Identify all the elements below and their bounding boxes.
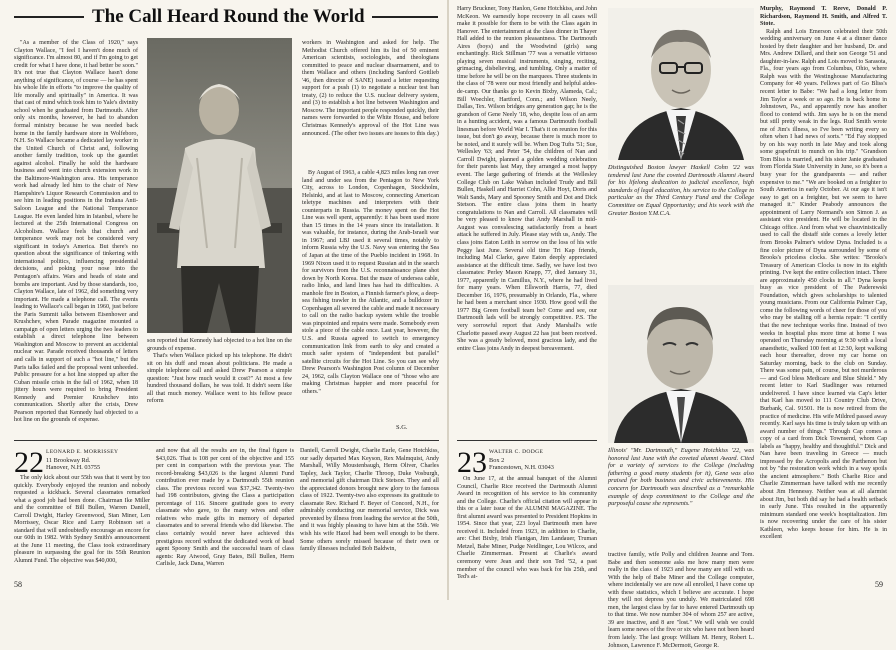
cohn-photo-caption: Distinguished Boston lawyer Haskell Cohn '22 was tendered last June the coveted Dartmouth Alumni Award for his lifelong dedication to judicial excellence, high standards of legal education, his service to the College in particular as the Third Century Fund and the College Committee on Equal Opportunity; and his work with the Greater Boston Y.M.C.A. bbox=[608, 164, 754, 217]
section-divider bbox=[457, 440, 597, 441]
class-notes-text: The only kick about our 55th was that it went by too quickly. Everybody enjoyed the reunion and nobody requested a kickback. Several classmates remarked what a good job had been done. Chairman Ike Miller and the committee of Bill Bullen, Warren Daniell, Carroll Dwight, Harley Greenwood, Stan Miner, Len Morrissey, Oscar Rice and Larry Robinson set a standard that will undoubtedly encourage an encore for our 60th in 1982. With Sydney Smith's announcement at the June 11 meeting, the Class took extraordinary pleasure in surpassing the goal for its 55th Reunion Alumni Fund. The objective was $40,000, bbox=[14, 475, 150, 565]
class-notes-text: Murphy, Raymond T. Reeve, Donald P. Richardson, Raymond H. Smith, and Alfred T. Stote. bbox=[760, 6, 887, 28]
class-secretary-address bbox=[489, 449, 554, 472]
hotchkiss-photo-image bbox=[608, 285, 754, 443]
class-notes-text: Ralph and Lois Emerson celebrated their 50th wedding anniversary on June 4 at a dinner dance hosted by their daughter and her husband, Dr. and Mrs. Andrew Dillard, and their son George '51 and daughter-in-law. Ralph and Lois moved to Sarasota, Fla., four years ago from Columbus, Ohio, where Ralph was with the Westinghouse Manufacturing Company for 40 years. Fellows part of Go Bliss's recent letter to Babe: "We had a long letter from Jim Taylor a week or so ago. He is back home in Johnstown, Pa., and apparently now has another flood to contend with. Jim says he is on the mend but still pretty weak in the legs. Rud Smith wrote me of Jim's illness, so I've been writing every so often when I had news of sorts." "Ed Fay stopped by on his way north in late May and took along some grapefruit to munch on his trip." "Grandson Tom Bliss is married, and his sister Janie graduated from Florida State University in June, so it's been a busy year for the grandparents — and rather expensive to me." "We are booked on a freighter to South America in early October. At our age it isn't easy to get on a freighter, but we seem to have managed it." Kinder Peabody announces the appointment of Larry Normand's son Simon J. as assistant vice president. He will be located in the Chicago office. And from what we chauvinistically used to call the distaff side comes a lovely letter from Brooks Palmer's widow Dyna. Included is a fine color picture of Dyna surrounded by some of Brooks's priceless clocks. She writes: "Brooks's Treasury of American Clocks is now in its eighth printing. I've kept the entire collection intact. There are approximately 450 clocks in all." Dyna keeps busy as vice president of The Paderewski Foundation, which gives scholarships to talented young musicians. From our California Palmer Cap, come the following words of cheer for those of you who may be stalling off a hernia repair: "I certify that the new technique works fine. Instead of two weeks in hospital plus more time at home I was operated on Thursday morning at 9:30 with a local anaesthetic, walked 100 feet at 12:30, kept walking each hour thereafter, drove my car home on Saturday morning, back to the club on Sunday. There was some pain, of course, but not murderous — and God bless Medicare and Blue Shield." My recent letter to Karl Stadlinger was returned undelivered. I have since learned via Cap's letter that Karl has moved to 111 Country Club Drive, Burbank, Cal. 91501. He is now retired from the practice of medicine. His wife Mildred passed away recently. Karl says his time is truly taken up with an award number of things." Through Cap comes a copy of a card from Dick Townsend, whom Cap labels as "happy, healthy and thoughtful." Dick and Nan have been traveling in Greece — much impressed by the Acropolis and the Parthenon but not by "the restoration work which in a way spoils the ancient atmosphere." Both Charlie Rice and Charlie Zimmerman have talked with me recently about Jim Hennessy. Neither was at all alarmist about Jim, but both did say he had a health setback in early June. This resulted in the apparently minimum standard one week's hospitalization. Jim is now recovering under the care of his sister Kathleen, who keeps house for him. He is in excellent bbox=[760, 28, 887, 541]
hotchkiss-photo-caption: Illinois' "Mr. Dartmouth," Eugene Hotchkiss '22, was honored last June with the coveted alumni Award. Cited for a variety of services to the College (including fathering a good many students for it), Gene was also praised for both business and civic achievements. His concern for Dartmouth was described as a "remarkable example of deep commitment to the College and the purposeful cause she represents." bbox=[608, 447, 754, 508]
hotchkiss-photo bbox=[608, 285, 754, 443]
title-rule-right bbox=[372, 16, 438, 18]
page-number: 58 bbox=[14, 580, 22, 589]
class-notes-text: On June 17, at the annual banquet of the Alumni Council, Charlie Rice received the Dartmouth Alumni Award in recognition of his service to his community and the College. Charlie's official citation will appear in this or a later issue of the ALUMNI MAGAZINE. The first alumni award was presented to President Hopkins in 1954. Since that year, 223 loyal Dartmouth men have received it. Included from 1923, in addition to Charlie, are: Chet Bixby, Irish Flanigan, Jim Landauer, Truman Metzel, Babe Miner, Pudge Neidlinger, Lou Wilcox, and Charlie Zimmerman. Present at Charlie's award ceremony were Jean and their son Ted '52, a past member of the council who was back for his 25th, and Ted's at- bbox=[457, 476, 597, 581]
cohn-photo bbox=[608, 8, 754, 160]
secretary-name: LEONARD E. MORRISSEY bbox=[46, 449, 119, 455]
class-notes-text: Harry Bruckner, Tony Hanlon, Gene Hotchkiss, and John McKeon. We earnestly hope recovery in all cases will make it possible for them to be with the Class again in Hanover. The entertainment at the class dinner in Thayer Hall added to the reunion pleasantness. The Dartmouth Aires (boys) and the Woodwind (girls) sang enchantingly. Rick Stillman '77 was a versatile virtuoso playing seven musical instruments, singing, reciting, grimacing, disbelieving, and tumbling. Only a matter of time before he will be on the marquees. Three students in the class of '78 were our most friendly and helpful aides-de-camp. Our thanks go to Kevin Bixby, Alameda, Cal.; Bill Woechler, Hartford, Conn.; and Wilson Neely, Dallas, Tex. Wilson bridges any generation gap; he is the grandson of Gene Neely '18, who, despite loss of an arm in a hunting accident, was a famous Dartmouth football linesman before World War I. That's it on reunion for this issue, but don't go away, because there is much more to be noted, and it surely will be. When Dog Tufts '51; Sue, Wellesley '63; and Peter '54, the children of Nan and Carroll Dwight, planned a golden wedding celebration for their parents last May, they arranged a most happy event. The large gathering of friends at the Wellesley College Club on Lake Waban included Trudy and Bill Bullen, Haskell and Harriet Cohn, Allie Hoyt, Doris and Walt Sands, Mary and Spooney Smith and Dot and Dick Stetson. The entire class joins them in hearty congratulations to Nan and Carroll. All classmates will be very pleased to know that Andy Marshall in mid-August was convalescing satisfactorily from a heart attack he suffered in July. Please stay with us, Andy. The class joins Eaton Leith in sorrow on the loss of his wife Peggy last June. Several old time Tri Kap friends, including Mal Clarke, gave Eaton deeply appreciated assistance at the difficult time. Sadly, we have lost two classmates: Perley Mason Knapp, 77, died January 31, 1977, apparently in Camillus, N.Y., where he had lived for many years. When Ellsworth Harris, 77, died December 16, 1976, presumably in Orlando, Fla., where he had been a merchant since 1930. How good will the 1977 Big Green football team be? Come and see, our Dartmouth lads will be strongly competitive. P.S. The very sorrowful report that Andy Marshall's wife Charlotte passed away August 22 has just been received. She was a greatly beloved, most gracious lady, and the entire Class joins Andy in deepest bereavement. bbox=[457, 6, 597, 352]
class-notes-column-2 bbox=[608, 552, 754, 649]
page-number: 59 bbox=[875, 580, 883, 589]
article-column-2 bbox=[302, 40, 439, 168]
article-title: The Call Heard Round the World bbox=[92, 6, 365, 27]
article-byline: S.G. bbox=[396, 424, 408, 431]
article-text: "As a member of the Class of 1920," says Clayton Wallace, "I feel I haven't done much of significance. I'm almost 80, and if I'm going to get credit for what I have done, it had better be soon." It's not true that Clayton Wallace hasn't done anything of significance, of course — he has spent his whole life in efforts "to improve the quality of life morally and spiritually" in America. It was that cast of mind which took him to Yale's divinity school when he graduated from Dartmouth. After only six months, however, he had to abandon formal ministry because he was needed back home in the family hardware store in Wolfeboro, N.H. So Wallace became a dedicated lay worker in the United Church of Christ and, following another family tradition, took up the gauntlet against alcohol. Finally he sold the hardware business and went into church extension work in the Baltimore-Washington area. His temperance work had already led him to the chair of New Hampshire's Liquor Research Commission and to see him in leading positions in the Indiana Anti-Saloon League and the National Temperance League. He even landed him in Istanbul, where he lectured at the 25th International Congress on Alcoholism. Wallace feels that church and temperance work may not be considered very significant in today's America. But there's no question about the significance of tinkering with international politics, influencing presidential decisions, and poking your nose into the Pentagon's affairs. Wars and heads of state and bombs are important. And by those standards, too, Clayton Wallace, late of 1962, did something very important. He made a telephone call. The events leading to Wallace's call began in 1960, just before the Paris Summit talks between Eisenhower and Krushchev, when Parade magazine mounted a campaign of open letters urging the two leaders to establish a direct telephone line between Washington and Moscow to prevent an accidental nuclear war. Parade received thousands of letters and calls in support of such a "hot line," but the Paris talks failed and the proposal went unheeded. Public pressure for a hot line stopped up after the Cuban missile crisis in the fall of 1962, when 18 jittery hours were required to bring President Kennedy and Premier Krushchev into communication. Shortly after the crisis, Drew Pearson reported that Kennedy had objected to a hot line on the grounds of expense. bbox=[14, 40, 138, 424]
secretary-address-line-1: Box 2 bbox=[489, 456, 505, 464]
class-notes-column-3 bbox=[760, 6, 887, 596]
right-page bbox=[449, 0, 896, 649]
class-secretary-address bbox=[46, 449, 118, 472]
class-notes-text: Daniell, Carroll Dwight, Charlie Earle, Gene Hotchkiss, our sadly departed Max Keyson, Rex Malmquist, Andy Marshall, Willy Moustenbaugh, Herm Oliver, Charles Tapley, Jack Taylor, Charlie Throop, Duke Vosburgh, and memorial gift chairman Dick Stetson. They and all the appreciated donors brought new glory to the famous class of 1922. Twenty-two also expresses its gratitude to classmate Rev. Richard F. Beyer of Concord, N.H., for admirably conducting our memorial service, Dick was prevented by illness from leading the service at the 50th, and it was highly pleasing to have him at the 55th. We wish his wife Hazel had been well enough to be there. Some others sorely missed because of their own or family illnesses included Bob Baldwin, bbox=[300, 448, 439, 553]
wallace-photo-image bbox=[147, 38, 292, 333]
secretary-address-line-2: Hanover, N.H. 03755 bbox=[46, 464, 101, 472]
class-year-number: 22 bbox=[14, 446, 44, 479]
article-text-continued: son reported that Kennedy had objected to a hot line on the grounds of expense. bbox=[147, 338, 292, 352]
cohn-photo-image bbox=[608, 8, 754, 160]
left-page bbox=[0, 0, 447, 600]
title-rule-left bbox=[14, 16, 84, 18]
article-text: workers in Washington and asked for help. The Methodist Church offered him its list of 50 eminent American scientists, sociologists, and theologians committed to peace and nuclear disarmament, and to them Wallace and others (including Sanford Gottlieb '46, then director of SANE) issued a letter requesting support for a push (1) to negotiate a nuclear test ban treaty, (2) to reduce the U.S. nuclear delivery system, and (3) to establish a hot line between Washington and Moscow. The important people responded quickly, their names were forwarded to the White House, and before Christmas Kennedy's approval of the Hot Line was announced. (The other two issues are issues to this day.) bbox=[302, 40, 439, 137]
class-year-number: 23 bbox=[457, 446, 487, 479]
class-notes-column-1 bbox=[14, 475, 150, 575]
wallace-photo bbox=[147, 38, 292, 333]
class-notes-column-3 bbox=[300, 448, 439, 575]
secretary-name: WALTER C. DODGE bbox=[489, 449, 544, 455]
article-column-3 bbox=[302, 170, 439, 420]
article-column-2a bbox=[147, 338, 292, 433]
article-column-1 bbox=[14, 40, 138, 430]
class-notes-column-2 bbox=[156, 448, 294, 575]
article-text: By August of 1963, a cable 4,823 miles long ran over land and under sea from the Pentagon to New York City, across to London, Copenhagen, Stockholm, Helsinki, and at last to Moscow, connecting American teletype machines and interpreters with their counterparts in Russia. The money spent on the Hot Line was well spent, apparently: it has been used more than 15 times in the 14 years since its installation. It was valuable, for instance, during the Arab-Israeli war in 1967; and LBJ used it several times, notably to inform Russia why the U.S. Navy was entering the Sea of Japan at the time of the Pueblo incident in 1968. In 1969 Nixon used it to request Russian aid in the search for survivors from the U.S. reconnaissance plane shot down by North Korea. But the maze of undersea cable, radio links, and land lines has had its difficulties. A manhole fire in Boston, a Finnish farmer's plow, a deep-sea fishing trawler in the Atlantic, and a bulldozer in Copenhagen all severed the cable and made it necessary to call on the radio backup system while the trouble was pinpointed and repairs were made. Somebody even stole a piece of the cable once. Last year, however, the U.S. and Russia agreed to switch to emergency communication link from earth to sky and created a much safer system of "independent but parallel" satellite circuits for the Hot Line. So you can see why Drew Pearson's Washington Post column of December 24, 1962, calls Clayton Wallace one of "those who are making Christmas happier and more peaceful for others." bbox=[302, 170, 439, 395]
secretary-address-line-1: 11 Brookway Rd. bbox=[46, 456, 91, 464]
article-title-bar bbox=[14, 6, 438, 28]
class-notes-column-1 bbox=[457, 6, 597, 438]
secretary-address-line-2: Francestown, N.H. 03043 bbox=[489, 464, 554, 472]
article-text: That's when Wallace picked up his telephone. He didn't sit on his duff and moan about politicians. He made a simple telephone call and asked Drew Pearson a simple question: "Just how much would it cost?" At most a few hundred thousand dollars, he was told. It didn't seem like all that much money. Wallace went to his fellow peace reform bbox=[147, 353, 292, 405]
class-notes-text: tractive family, wife Polly and children Jeanne and Tom. Babe and then someone asks me how many men were really in the class of 1923 and how many are still with us. With the help of Babe Miner and the College computer, where incidentally we are now all enrolled, I have come up with these statistics, which I believe are accurate. I hope they will not depress you unduly. We matriculated 698 men, the largest class by far to have entered Dartmouth up to that time. We now number 304 of whom 257 are active, 39 are inactive, and 8 are "lost." We will wish we could learn some news of the five or six who have not been heard from lately. The last group: William M. Henry, Robert L. Johnson, Lawrence F. McDermott, George R. bbox=[608, 552, 754, 649]
section-divider bbox=[14, 440, 439, 441]
class-notes-column-1b bbox=[457, 476, 597, 581]
class-notes-text: and now that all the results are in, the final figure is $43,026. That is 108 per cent of the objective and 155 per cent in comparison with the previous year. The record-breaking $43,026 is the largest Alumni Fund contribution ever made by a Dartmouth 55th reunion class. The previous record was $37,342. Twenty-two had 198 contributors, giving the Class a participation percentage of 116. Sincere gratitude goes to every classmate who gave, to the many wives and other relatives who made gifts in memory of departed classmates and to several friends who did likewise. The class certainly would never have achieved this prestigious record without the dedicated work of head agent Spoony Smith and the successful team of class agents: Ray Atwood, Gray Bates, Bill Bullen, Herm Carlisle, Jack Dana, Warren bbox=[156, 448, 294, 568]
